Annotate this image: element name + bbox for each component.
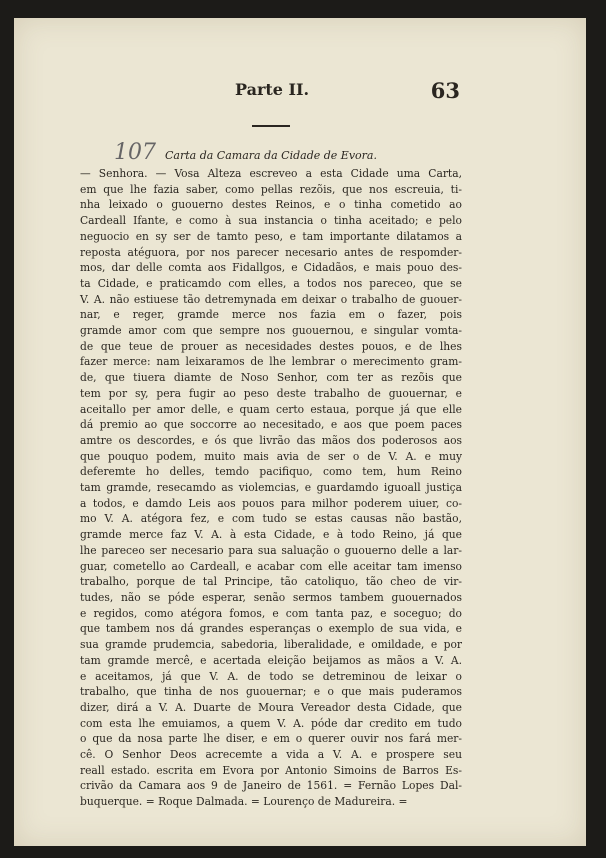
text-line: o que da nosa parte lhe diser, e em o querer ouvir nos fará mer-	[80, 732, 462, 746]
text-line: reall estado. escrita em Evora por Antonio Simoins de Barros Es-	[80, 763, 462, 777]
text-line: a todos, e damdo Leis aos pouos para milhor poderem uiuer, co-	[80, 496, 462, 510]
text-line: tem por sy, pera fugir ao peso deste trabalho de guouernar, e	[80, 386, 462, 400]
text-line: cê. O Senhor Deos acrecemte a vida a V. A. e prospere seu	[80, 748, 462, 762]
text-line: com esta lhe emuiamos, a quem V. A. póde dar credito em tudo	[80, 716, 462, 730]
text-line: nar, e reger, gramde merce nos fazia em o fazer, pois	[80, 308, 462, 322]
letter-title: Carta da Camara da Cidade de Evora.	[165, 149, 377, 162]
text-line: Cardeall Ifante, e como à sua instancia o tinha aceitado; e pelo	[80, 214, 462, 228]
text-line: e regidos, como atégora fomos, e com tanta paz, e soceguo; do	[80, 606, 462, 620]
text-line: gramde merce faz V. A. à esta Cidade, e à todo Reino, já que	[80, 528, 462, 542]
text-line: tam gramde mercê, e acertada eleição beijamos as mãos a V. A.	[80, 653, 462, 667]
text-line: fazer merce: nam leixaramos de lhe lembrar o merecimento gram-	[80, 355, 462, 369]
text-line: gramde amor com que sempre nos guouernou, e singular vomta-	[80, 324, 462, 338]
letter-body	[80, 166, 462, 810]
handwritten-annotation: 107	[114, 140, 156, 165]
text-line: trabalho, que tinha de nos guouernar; e o que mais puderamos	[80, 685, 462, 699]
text-line: de que teue de prouer as necesidades destes pouos, e de lhes	[80, 339, 462, 353]
text-line: amtre os descordes, e ós que livrão das mãos dos poderosos aos	[80, 433, 462, 447]
text-line: dizer, dirá a V. A. Duarte de Moura Vereador desta Cidade, que	[80, 700, 462, 714]
text-line: de, que tiuera diamte de Noso Senhor, com ter as rezõis que	[80, 371, 462, 385]
text-line: — Senhora. — Vosa Alteza escreveo a esta Cidade uma Carta,	[80, 167, 462, 180]
text-line: ta Cidade, e praticamdo com elles, a todos nos pareceo, que se	[80, 276, 462, 290]
text-line: lhe pareceo ser necesario para sua saluação o guouerno delle a lar-	[80, 543, 462, 557]
text-line: mos, dar delle comta aos Fidallgos, e Cidadãos, e mais pouo des-	[80, 261, 462, 275]
text-line: mo V. A. atégora fez, e com tudo se estas causas não bastão,	[80, 512, 462, 526]
text-line: nha leixado o guouerno destes Reinos, e o tinha cometido ao	[80, 198, 462, 212]
page-header	[225, 70, 460, 106]
text-line: V. A. não estiuese tão detremynada em deixar o trabalho de guouer-	[80, 292, 462, 306]
page-number: 63	[430, 78, 460, 103]
text-line: crivão da Camara aos 9 de Janeiro de 1561. = Fernão Lopes Dal-	[80, 779, 462, 793]
text-line: e aceitamos, já que V. A. de todo se detreminou de leixar o	[80, 669, 462, 683]
text-line: dá premio ao que soccorre ao necesitado, e aos que poem paces	[80, 418, 462, 432]
text-line: reposta atéguora, por nos parecer necesario antes de respomder-	[80, 245, 462, 259]
text-line: buquerque. = Roque Dalmada. = Lourenço de Madureira. =	[80, 795, 408, 809]
text-line: deferemte ho delles, temdo pacifiquo, como tem, hum Reino	[80, 465, 462, 479]
text-line: guar, cometello ao Cardeall, e acabar com elle aceitar tam imenso	[80, 559, 462, 573]
text-line: que pouquo podem, muito mais avia de ser o de V. A. e muy	[80, 449, 462, 463]
text-line: que tambem nos dá grandes esperanças o exemplo de sua vida, e	[80, 622, 462, 636]
text-line: sua gramde prudemcia, sabedoria, liberalidade, e omildade, e por	[80, 638, 462, 652]
text-line: tudes, não se póde esperar, senão sermos tambem guouernados	[80, 590, 462, 604]
text-line: em que lhe fazia saber, como pellas rezõis, que nos escreuia, ti-	[80, 182, 462, 196]
running-head: Parte II.	[235, 80, 310, 99]
header-rule	[252, 125, 290, 127]
text-line: aceitallo per amor delle, e quam certo estaua, porque já que elle	[80, 402, 462, 416]
text-line: tam gramde, resecamdo as violemcias, e guardamdo iguoall justiça	[80, 481, 462, 495]
text-line: trabalho, porque de tal Principe, tão catoliquo, tão cheo de vir-	[80, 575, 462, 589]
text-line: neguocio en sy ser de tamto peso, e tam importante dilatamos a	[80, 229, 462, 243]
